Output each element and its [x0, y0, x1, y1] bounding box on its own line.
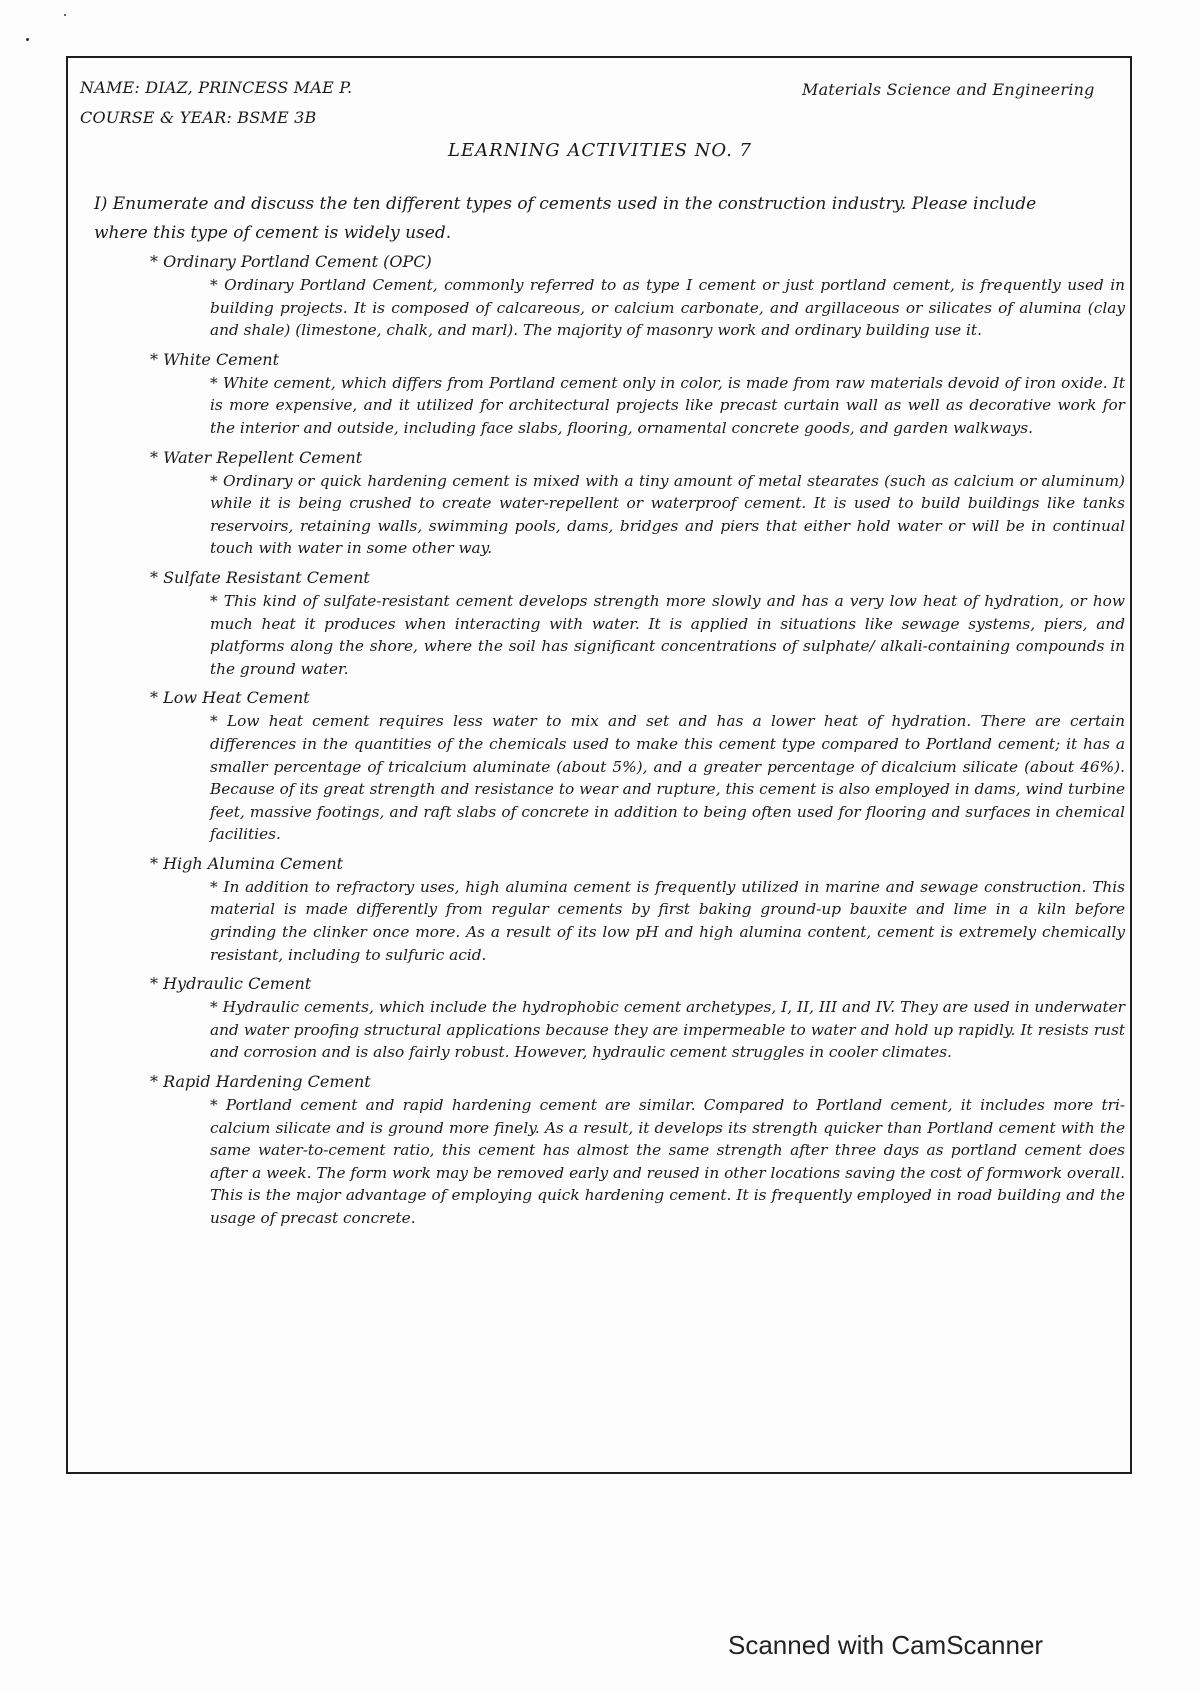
- page-title: LEARNING ACTIVITIES NO. 7: [447, 140, 752, 161]
- item-description: * Portland cement and rapid hardening cement are similar. Compared to Portland cement, it includes more tri-calcium silicate and is ground more finely. As a result, it develops its strength quicker than Portland cement with the same water-to-cement ratio, this cement has almost the same strength after three days as portland cement does after a week. The form work may be removed early and reused in other locations saving the cost of formwork overall. This is the major advantage of employing quick hardening cement. It is frequently employed in road building and the usage of precast concrete.: [210, 1096, 1125, 1227]
- scan-speck: [64, 14, 66, 16]
- list-item: [150, 1070, 1125, 1230]
- item-description: * White cement, which differs from Portland cement only in color, is made from raw materials devoid of iron oxide. It is more expensive, and it utilized for architectural projects like precast curtain wall as well as decorative work for the interior and outside, including face slabs, flooring, ornamental concrete goods, and garden walkways.: [210, 373, 1125, 437]
- item-description: * Ordinary or quick hardening cement is mixed with a tiny amount of metal stearates (such as calcium or aluminum) while it is being crushed to create water-repellent or waterproof cement. It is used to build buildings like tanks reservoirs, retaining walls, swimming pools, dams, bridges and piers that either hold water or will be in continual touch with water in some other way.: [210, 471, 1125, 558]
- course-year: COURSE & YEAR: BSME 3B: [80, 108, 317, 127]
- item-description: * Low heat cement requires less water to mix and set and has a lower heat of hydration. There are certain differences in the quantities of the chemicals used to make this cement type compared to Portland cement; it has a smaller percentage of tricalcium aluminate (about 5%), and a greater percentage of dicalcium silicate (about 46%). Because of its great strength and resistance to wear and rupture, this cement is also employed in dams, wind turbine feet, massive footings, and raft slabs of concrete in addition to being often used for flooring and surfaces in chemical facilities.: [210, 712, 1125, 844]
- item-title: * Water Repellent Cement: [150, 447, 363, 467]
- scan-speck: [26, 38, 29, 41]
- list-item: [150, 686, 1125, 846]
- list-item: [150, 348, 1125, 440]
- list-item: [150, 250, 1125, 342]
- item-title: * Hydraulic Cement: [150, 974, 312, 994]
- list-item: [150, 972, 1125, 1064]
- item-description: * This kind of sulfate-resistant cement develops strength more slowly and has a very low heat of hydration, or how much heat it produces when interacting with water. It is applied in situations like sewage systems, piers, and platforms along the shore, where the soil has significant concentrations of sulphate/ alkali-containing compounds in the ground water.: [210, 591, 1125, 678]
- item-description: * Hydraulic cements, which include the hydrophobic cement archetypes, I, II, III and IV. They are used in underwater and water proofing structural applications because they are impermeable to water and hold up rapidly. It resists rust and corrosion and is also fairly robust. However, hydraulic cement struggles in cooler climates.: [210, 998, 1125, 1062]
- item-description: * In addition to refractory uses, high alumina cement is frequently utilized in marine and sewage construction. This material is made differently from regular cements by first baking ground-up bauxite and lime in a kiln before grinding the clinker once more. As a result of its low pH and high alumina content, cement is extremely chemically resistant, including to sulfuric acid.: [210, 877, 1125, 964]
- question: I) Enumerate and discuss the ten different types of cements used in the construction industry. Please include where this type of cement is widely used.: [94, 194, 1037, 243]
- item-title: * Low Heat Cement: [150, 688, 310, 708]
- item-title: * Ordinary Portland Cement (OPC): [150, 252, 432, 271]
- item-title: * High Alumina Cement: [150, 853, 344, 873]
- item-title: * White Cement: [150, 349, 280, 369]
- scanner-watermark: Scanned with CamScanner: [728, 1630, 1044, 1660]
- item-title: * Sulfate Resistant Cement: [150, 567, 370, 587]
- list-item: [150, 566, 1125, 680]
- student-name: NAME: DIAZ, PRINCESS MAE P.: [80, 78, 353, 97]
- cement-type-list: [150, 250, 1125, 1236]
- list-item: [150, 446, 1125, 560]
- list-item: [150, 852, 1125, 966]
- item-description: * Ordinary Portland Cement, commonly referred to as type I cement or just portland cement, is frequently used in building projects. It is composed of calcareous, or calcium carbonate, and argillaceous or silicates of alumina (clay and shale) (limestone, chalk, and marl). The majority of masonry work and ordinary building use it.: [210, 276, 1125, 340]
- subject: Materials Science and Engineering: [802, 80, 1095, 99]
- item-title: * Rapid Hardening Cement: [150, 1072, 371, 1092]
